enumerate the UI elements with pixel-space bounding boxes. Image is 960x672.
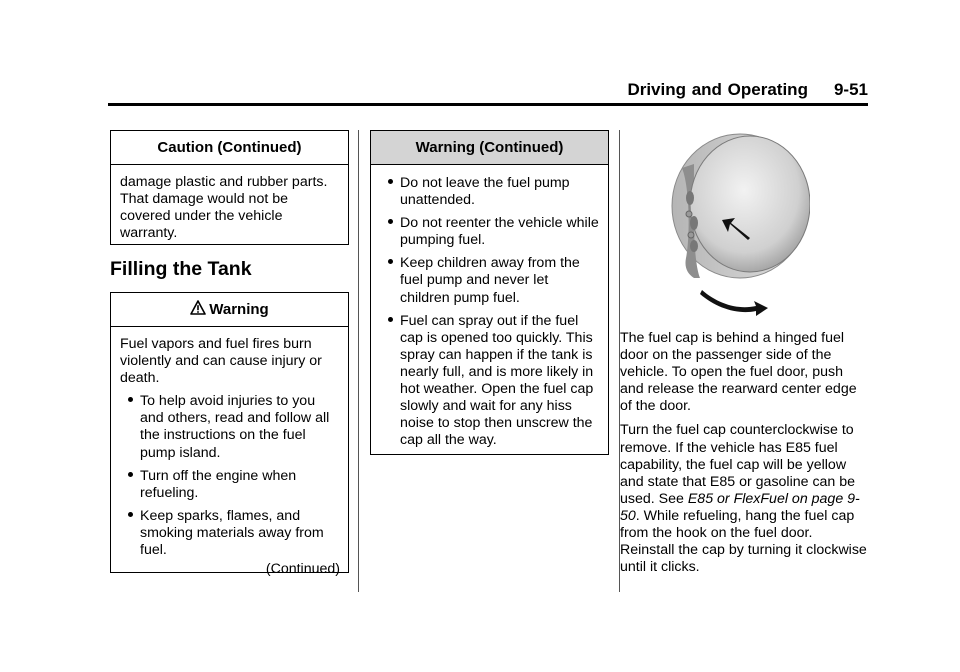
column-divider-left xyxy=(358,130,359,592)
warning-continued-item: Do not reenter the vehicle while pumping fuel. xyxy=(384,215,600,249)
warning-triangle-icon xyxy=(190,300,206,316)
cross-reference-link[interactable]: E85 or FlexFuel on page 9-50 xyxy=(620,490,860,524)
caution-box-title: Caution (Continued) xyxy=(111,131,348,165)
page-header xyxy=(108,78,868,102)
continued-label: (Continued) xyxy=(265,561,340,578)
warning-box-title: Warning xyxy=(209,301,269,318)
warning-continued-item: Keep children away from the fuel pump and never let children pump fuel. xyxy=(384,255,600,306)
page-number: 9-51 xyxy=(833,80,868,99)
header-rule xyxy=(108,103,868,106)
fuel-door-illustration xyxy=(660,128,810,318)
warning-box-header xyxy=(111,293,348,327)
para2-text-before: Turn the fuel cap counterclockwise to remove. If the vehicle has E85 fuel capability, the fuel cap will be yellow and state that E85 or gasoline can be used. See xyxy=(620,422,856,507)
warning-intro: Fuel vapors and fuel fires burn violently and can cause injury or death. xyxy=(120,336,322,387)
fuel-cap-removal-paragraph xyxy=(620,422,870,576)
warning-continued-box xyxy=(370,130,609,455)
warning-continued-item: Do not leave the fuel pump unattended. xyxy=(384,175,600,209)
section-name: Driving and Operating xyxy=(627,80,808,99)
para2-text-after: . While refueling, hang the fuel cap from the hook on the fuel door. Reinstall the cap by turning it clockwise until it clicks. xyxy=(620,507,867,576)
warning-continued-list xyxy=(380,175,600,449)
warning-list-item: To help avoid injuries to you and others, read and follow all the instructions on the fuel pump island. xyxy=(124,393,340,461)
right-column-text xyxy=(620,330,870,583)
warning-list-item: Turn off the engine when refueling. xyxy=(124,468,340,502)
warning-box xyxy=(110,292,349,578)
warning-list xyxy=(120,393,340,559)
caution-box-body: damage plastic and rubber parts. That damage would not be covered under the vehicle warranty. xyxy=(120,174,328,242)
fuel-cap-paragraph: The fuel cap is behind a hinged fuel door on the passenger side of the vehicle. To open the fuel door, push and release the rearward center edge of the door. xyxy=(620,330,857,415)
warning-continued-title: Warning (Continued) xyxy=(371,131,608,165)
warning-list-item: Keep sparks, flames, and smoking materials away from fuel. xyxy=(124,508,340,559)
section-title: Filling the Tank xyxy=(110,258,252,280)
warning-continued-item: Fuel can spray out if the fuel cap is opened too quickly. This spray can happen if the tank is nearly full, and is more likely in hot weather. Open the fuel cap slowly and wait for any hiss noise to stop then unscrew the cap all the way. xyxy=(384,313,600,450)
caution-continued-box xyxy=(110,130,349,245)
